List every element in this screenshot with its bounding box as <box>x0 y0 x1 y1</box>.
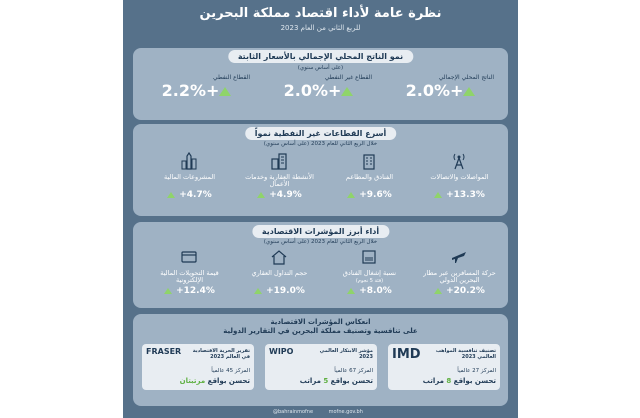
gdp-item-label: القطاع النفطي <box>212 74 250 81</box>
up-arrow-icon <box>463 87 475 96</box>
website-link[interactable]: mofne.gov.bh <box>328 409 363 415</box>
sector-item <box>327 152 412 212</box>
gdp-item-label: الناتج المحلي الإجمالي <box>438 74 494 81</box>
sector-label: المشروعات المالية <box>163 173 216 181</box>
gdp-item-oil <box>141 74 256 100</box>
ranking-improve-prefix: تحسن بواقع <box>330 377 373 385</box>
indicators-note: خلال الربع الثاني للعام 2023 (على أساس سنوي) <box>263 239 378 245</box>
indicator-label: حركة المسافرين عبر مطار البحرين الدولي <box>423 269 496 284</box>
footer <box>123 409 518 415</box>
indicator-value: +12.4% <box>176 286 215 296</box>
sector-item <box>147 152 232 212</box>
sector-label: المواصلات والاتصالات <box>430 173 489 181</box>
gdp-item-total <box>385 74 500 100</box>
gdp-header: نمو الناتج المحلي الإجمالي بالأسعار الثابتة <box>228 50 413 63</box>
gdp-note: (على أساس سنوي) <box>297 65 344 71</box>
ranking-improve-number: 5 <box>323 377 329 385</box>
ranking-improve-prefix: تحسن بواقع <box>207 377 250 385</box>
ranking-improve-suffix: مراتب <box>299 377 321 385</box>
up-arrow-icon <box>167 192 175 198</box>
indicator-item <box>147 248 232 306</box>
up-arrow-icon <box>219 87 231 96</box>
indicators-card <box>133 222 508 308</box>
fraser-logo: FRASER <box>146 347 182 356</box>
up-arrow-icon <box>434 288 442 294</box>
imd-logo: IMD <box>392 347 421 362</box>
finance-tower-icon <box>180 152 198 170</box>
transfer-icon <box>180 248 198 266</box>
up-arrow-icon <box>434 192 442 198</box>
hotel-icon <box>360 152 378 170</box>
gdp-item-label: القطاع غير النفطي <box>324 74 372 81</box>
gdp-item-value: +2.0% <box>405 81 464 100</box>
indicator-item <box>327 248 412 306</box>
indicator-value: +19.0% <box>266 286 305 296</box>
sector-item <box>237 152 322 212</box>
rankings-subheader: على تنافسية وتصنيف مملكة البحرين في التقارير الدولية <box>223 327 418 335</box>
indicator-sublabel: (فئة 5 نجوم) <box>355 278 384 284</box>
indicator-value: +8.0% <box>359 286 392 296</box>
page-subtitle: للربع الثاني من العام 2023 <box>280 24 361 32</box>
indicator-label: نسبة إشغال الفنادق <box>342 269 397 277</box>
sector-value: +4.9% <box>269 190 302 200</box>
rankings-header: انعكاس المؤشرات الاقتصادية <box>270 318 371 326</box>
ranking-improve-prefix: تحسن بواقع <box>453 377 496 385</box>
page-title: نظرة عامة لأداء اقتصاد مملكة البحرين <box>199 6 442 21</box>
up-arrow-icon <box>341 87 353 96</box>
ranking-improve-number: 8 <box>446 377 452 385</box>
up-arrow-icon <box>347 288 355 294</box>
ranking-item-wipo <box>265 344 377 390</box>
antenna-icon <box>450 152 468 170</box>
ranking-position: المركز 45 عالمياً <box>211 368 250 374</box>
buildings-icon <box>270 152 288 170</box>
sector-value: +9.6% <box>359 190 392 200</box>
sectors-card <box>133 124 508 216</box>
infographic-poster <box>123 0 518 418</box>
indicator-label: قيمة التحويلات المالية الإلكترونية <box>160 269 219 284</box>
sectors-header: أسرع القطاعات غير النفطية نمواً <box>245 127 397 140</box>
airplane-icon <box>450 248 468 266</box>
sector-value: +13.3% <box>446 190 485 200</box>
ranking-item-fraser <box>142 344 254 390</box>
ranking-item-imd <box>388 344 500 390</box>
social-handle[interactable]: @bahrainmofne <box>273 409 314 415</box>
up-arrow-icon <box>347 192 355 198</box>
ranking-improve-number: مرتبتان <box>179 377 206 385</box>
sector-value: +4.7% <box>179 190 212 200</box>
sector-label: الأنشطة العقارية وخدمات الأعمال <box>245 173 314 188</box>
rankings-card <box>133 314 508 406</box>
indicator-item <box>417 248 502 306</box>
sector-label: الفنادق والمطاعم <box>345 173 394 181</box>
indicators-header: أداء أبرز المؤشرات الاقتصادية <box>252 225 389 238</box>
up-arrow-icon <box>257 192 265 198</box>
gdp-item-value: +2.2% <box>161 81 220 100</box>
ranking-position: المركز 67 عالمياً <box>334 368 373 374</box>
wipo-logo: WIPO <box>269 347 294 356</box>
ranking-position: المركز 27 عالمياً <box>457 368 496 374</box>
ranking-improve-suffix: مراتب <box>422 377 444 385</box>
gdp-item-value: +2.0% <box>283 81 342 100</box>
up-arrow-icon <box>254 288 262 294</box>
ranking-title: تصنيف تنافسية المواهب العالمي 2023 <box>435 348 496 360</box>
ranking-title: تقرير الحرية الاقتصادية في العالم 2023 <box>192 348 250 360</box>
hotel-bed-icon <box>360 248 378 266</box>
ranking-title: مؤشر الابتكار العالمي 2023 <box>319 348 373 360</box>
gdp-card <box>133 48 508 120</box>
sector-item <box>417 152 502 212</box>
up-arrow-icon <box>164 288 172 294</box>
real-estate-icon <box>270 248 288 266</box>
indicator-label: حجم التداول العقاري <box>251 269 308 277</box>
gdp-item-non-oil <box>263 74 378 100</box>
indicator-value: +20.2% <box>446 286 485 296</box>
sectors-note: خلال الربع الثاني للعام 2023 (على أساس سنوي) <box>263 141 378 147</box>
indicator-item <box>237 248 322 306</box>
